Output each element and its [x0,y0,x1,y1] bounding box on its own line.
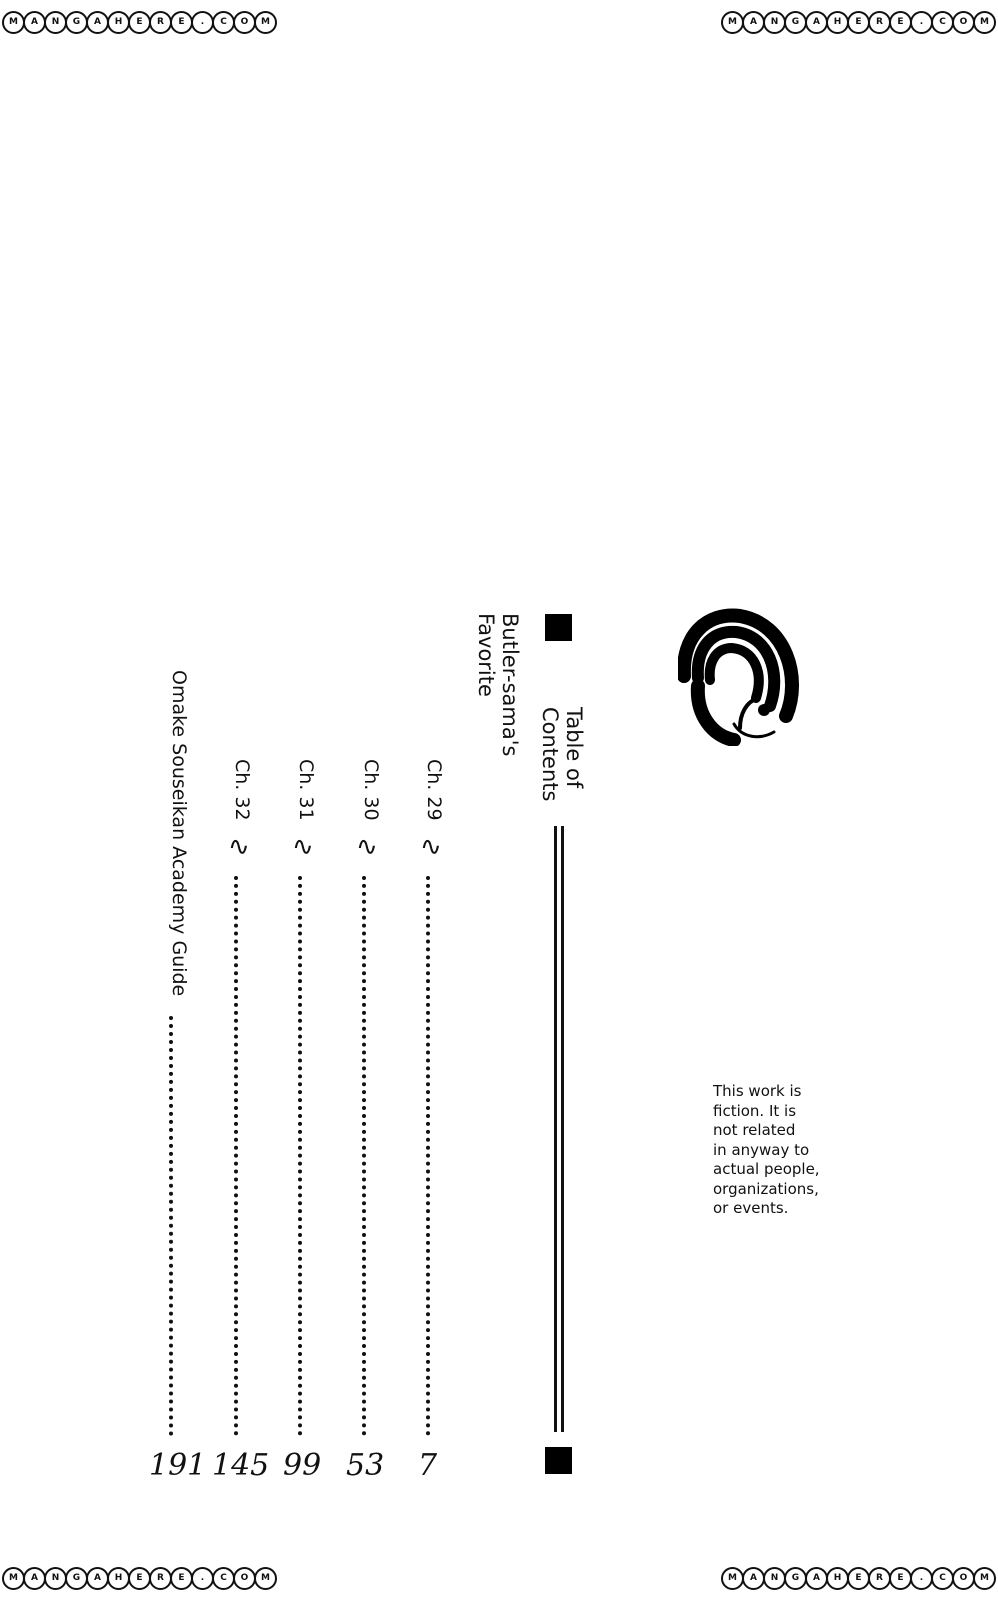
tilde-separator: ∿ [420,832,442,862]
tilde-separator: ∿ [356,832,378,862]
watermark-letter: E [128,11,151,34]
watermark-letter: A [742,11,765,34]
toc-entry-label[interactable]: Ch. 31 [295,759,317,821]
series-title-line2: Favorite [473,613,498,697]
watermark-letter: A [23,11,46,34]
watermark-letter: H [107,1567,130,1590]
watermark-letter: H [107,11,130,34]
watermark-letter: N [44,1567,67,1590]
watermark-letter: M [973,11,996,34]
watermark-letter: E [128,1567,151,1590]
watermark-letter: M [254,1567,277,1590]
watermark-letter: G [65,1567,88,1590]
bottom-marker-square [545,1447,572,1474]
swirl-hair-face-logo-icon [678,606,800,746]
disclaimer-line: in anyway to [713,1140,810,1159]
watermark-letter: N [763,1567,786,1590]
watermark-letter: O [233,11,256,34]
watermark-top-right [721,10,994,34]
watermark-letter: N [44,11,67,34]
disclaimer-line: This work is [713,1082,802,1100]
dot-leader [362,876,370,1436]
watermark-letter: M [973,1567,996,1590]
watermark-letter: A [805,1567,828,1590]
disclaimer-line: fiction. It is [713,1101,797,1120]
watermark-letter: E [170,11,193,34]
watermark-letter: G [784,11,807,34]
watermark-letter: E [847,11,870,34]
watermark-letter: R [868,1567,891,1590]
watermark-letter: M [2,11,25,34]
watermark-letter: . [910,1567,933,1590]
watermark-letter: O [952,11,975,34]
dot-leader [169,1016,177,1436]
watermark-letter: A [86,1567,109,1590]
watermark-letter: A [805,11,828,34]
watermark-letter: C [212,11,235,34]
watermark-letter: A [742,1567,765,1590]
watermark-letter: R [149,1567,172,1590]
watermark-bottom-right [721,1566,994,1590]
watermark-letter: R [149,11,172,34]
toc-page-number: 53 [346,1448,385,1483]
disclaimer-line: or events. [713,1199,789,1217]
fiction-disclaimer [713,1082,863,1219]
watermark-letter: M [254,11,277,34]
toc-page-number: 99 [283,1448,322,1483]
watermark-letter: M [721,1567,744,1590]
toc-page-number: 191 [149,1448,207,1483]
logo-eye [758,704,770,716]
toc-heading [538,707,586,801]
watermark-letter: C [931,1567,954,1590]
toc-entry-label[interactable]: Ch. 32 [231,759,253,821]
tilde-separator: ∿ [228,832,250,862]
watermark-letter: G [65,11,88,34]
watermark-letter: A [86,11,109,34]
top-marker-square [545,614,572,641]
watermark-letter: N [763,11,786,34]
watermark-letter: H [826,11,849,34]
watermark-letter: E [889,11,912,34]
tilde-separator: ∿ [292,832,314,862]
dot-leader [298,876,306,1436]
watermark-letter: C [212,1567,235,1590]
watermark-letter: M [2,1567,25,1590]
dot-leader [426,876,434,1436]
watermark-letter: G [784,1567,807,1590]
watermark-letter: C [931,11,954,34]
toc-page-number: 145 [212,1448,270,1483]
disclaimer-line: organizations, [713,1179,819,1198]
toc-entry-label[interactable]: Ch. 29 [423,759,445,821]
double-rule-right [561,826,564,1432]
watermark-bottom-left [2,1566,275,1590]
dot-leader [234,876,242,1436]
toc-entry-label[interactable]: Ch. 30 [360,759,382,821]
watermark-letter: E [847,1567,870,1590]
toc-page-number: 7 [418,1448,438,1483]
double-rule-left [554,826,557,1432]
watermark-top-left [2,10,275,34]
watermark-letter: E [889,1567,912,1590]
watermark-letter: A [23,1567,46,1590]
watermark-letter: . [910,11,933,34]
watermark-letter: H [826,1567,849,1590]
watermark-letter: O [952,1567,975,1590]
series-title [474,613,522,756]
toc-heading-line2: Contents [537,707,562,802]
watermark-letter: M [721,11,744,34]
watermark-letter: R [868,11,891,34]
watermark-letter: E [170,1567,193,1590]
watermark-letter: . [191,11,214,34]
toc-heading-line1: Table of [562,707,586,789]
watermark-letter: . [191,1567,214,1590]
disclaimer-line: actual people, [713,1160,820,1178]
series-title-line1: Butler-sama's [498,613,522,757]
toc-entry-label[interactable]: Omake Souseikan Academy Guide [168,670,190,997]
disclaimer-line: not related [713,1121,796,1139]
watermark-letter: O [233,1567,256,1590]
